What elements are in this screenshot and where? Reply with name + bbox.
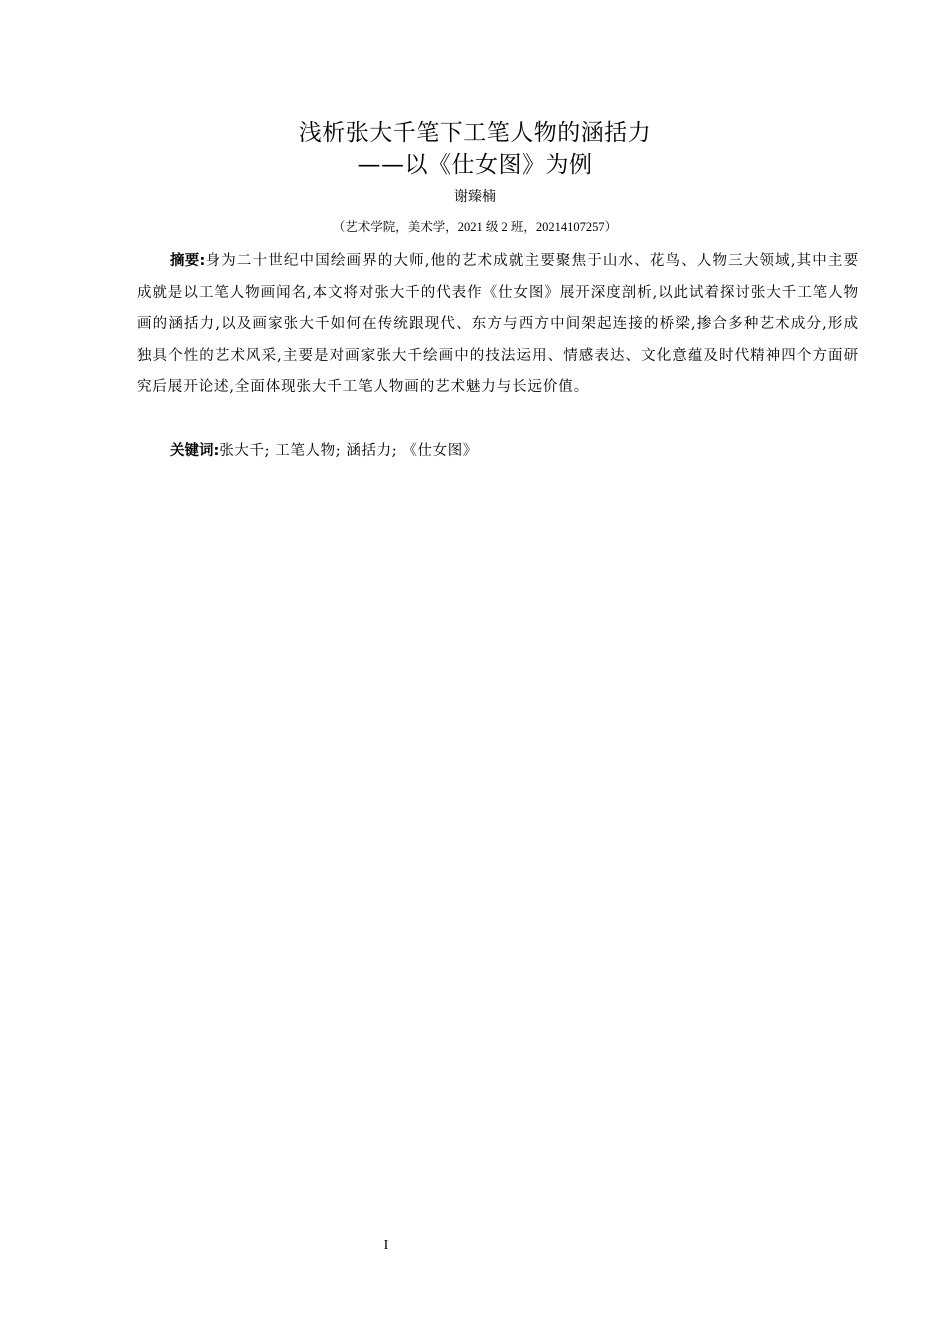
abstract-label: 摘要: (170, 253, 206, 269)
keywords-paragraph (137, 436, 859, 468)
abstract-text: 身为二十世纪中国绘画界的大师,他的艺术成就主要聚焦于山水、花鸟、人物三大领域,其中主要成就是以工笔人物画闻名,本文将对张大千的代表作《仕女图》展开深度剖析,以此试着探讨张大千工笔人物画的涵括力,以及画家张大千如何在传统跟现代、东方与西方中间架起连接的桥梁,掺合多种艺术成分,形成独具个性的艺术风采,主要是对画家张大千绘画中的技法运用、情感表达、文化意蕴及时代精神四个方面研究后展开论述,全面体现张大千工笔人物画的艺术魅力与长远价值。 (137, 253, 859, 395)
abstract-paragraph (137, 246, 859, 404)
author-name: 谢臻楠 (454, 189, 496, 205)
title-main: 浅析张大千笔下工笔人物的涵括力 (298, 120, 652, 146)
author-affiliation: （艺术学院，美术学，2021 级 2 班，20214107257） (332, 220, 618, 234)
title-subtitle: ——以《仕女图》为例 (357, 152, 593, 178)
page-number: I (383, 1238, 389, 1253)
keywords-text: 张大千; 工笔人物; 涵括力; 《仕女图》 (219, 443, 478, 459)
keywords-label: 关键词: (170, 443, 220, 459)
